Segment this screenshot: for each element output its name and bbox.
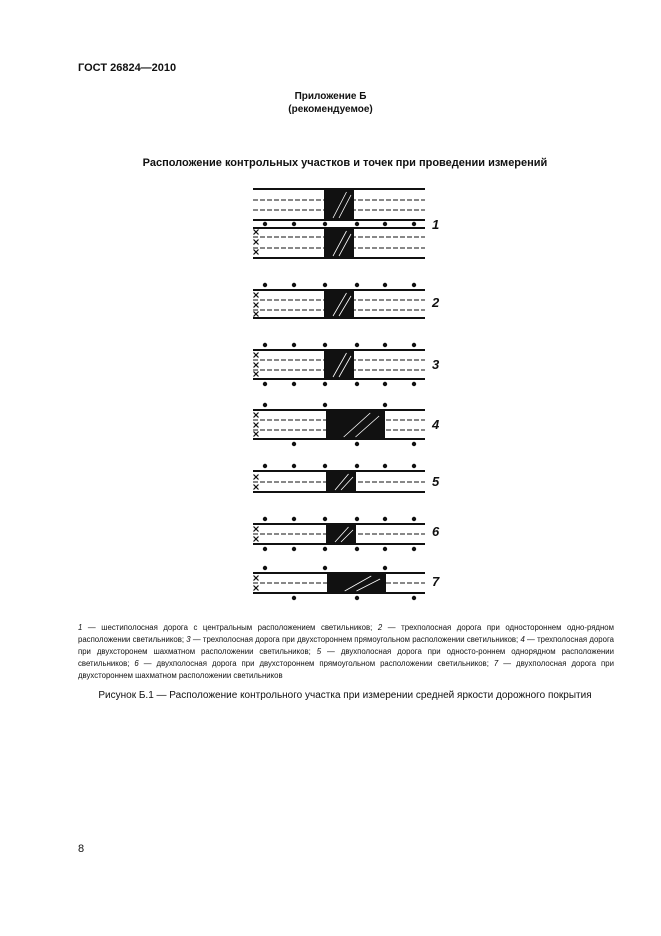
legend-text-4: трехполосная дорога при двухсторонем шахматном расположении светильников: [78, 635, 614, 656]
diagram-4-bottom-luminaire: [412, 442, 416, 446]
diagram-label-7: 7: [432, 574, 440, 589]
diagram-7-control-area: [327, 573, 386, 593]
road-diagrams-figure: [0, 175, 661, 610]
diagram-label-2: 2: [432, 295, 440, 310]
legend-num-2: 2: [377, 623, 383, 632]
page-number: 8: [78, 843, 85, 855]
legend-num-1: 1: [78, 623, 83, 632]
diagram-3-bottom-luminaire: [412, 382, 416, 386]
diagram-1a-control-area: [324, 189, 354, 220]
diagram-5-luminaire: [263, 464, 267, 468]
figure-legend: 1 — шестиполосная дорога с центральным расположением светильников; 2 — трехполосная дорога при одностороннем одно-рядном расположении светильников; 3 — трехполосная дорога при двухстороннем прямоугольном расположении светильников; 4 — трехполосная дорога при двухсторонем шахматном расположении светильников; 5 — двухполосная дорога при односто-роннем однорядном расположении светильников; 6 — двухполосная дорога при двухстороннем прямоугольном расположении светильников; 7 — двухполосная дорога при двухстороннем шахматном расположении светильников: [78, 623, 614, 680]
diagram-3-top-luminaire: [412, 343, 416, 347]
diagram-6-control-area: [326, 524, 356, 544]
document-header: ГОСТ 26824—2010: [78, 62, 177, 74]
diagram-6-bottom-luminaire: [323, 547, 327, 551]
diagram-label-3: 3: [432, 357, 440, 372]
diagram-6-top-luminaire: [412, 517, 416, 521]
legend-text-5: двухполосная дорога при односто-роннем однорядном расположении светильников: [78, 647, 614, 668]
diagram-4-control-area: [326, 410, 385, 439]
diagram-label-5: 5: [432, 474, 440, 489]
diagram-6-bottom-luminaire: [292, 547, 296, 551]
diagram-4-top-luminaire: [383, 403, 387, 407]
diagram-4-bottom-luminaire: [355, 442, 359, 446]
diagram-2-luminaire: [412, 283, 416, 287]
diagram-7-bottom-luminaire: [412, 596, 416, 600]
diagram-4-bottom-luminaire: [292, 442, 296, 446]
diagram-3-top-luminaire: [263, 343, 267, 347]
diagram-3-top-luminaire: [292, 343, 296, 347]
diagram-3-control-area: [324, 350, 354, 379]
diagram-3-bottom-luminaire: [292, 382, 296, 386]
diagram-5-luminaire: [323, 464, 327, 468]
diagram-5-control-area: [326, 471, 356, 492]
diagram-6-bottom-luminaire: [383, 547, 387, 551]
legend-num-3: 3: [186, 635, 191, 644]
legend-text-1: шестиполосная дорога с центральным расположением светильников: [101, 623, 371, 632]
diagram-4-top-luminaire: [323, 403, 327, 407]
diagram-1-luminaire: [355, 222, 359, 226]
diagram-6-bottom-luminaire: [263, 547, 267, 551]
diagram-label-1: 1: [432, 217, 440, 232]
diagram-3-top-luminaire: [323, 343, 327, 347]
annex-title: Приложение Б: [294, 91, 367, 102]
diagram-3-bottom-luminaire: [263, 382, 267, 386]
diagram-1b-control-area: [324, 228, 354, 258]
diagram-5-luminaire: [292, 464, 296, 468]
diagram-7-bottom-luminaire: [355, 596, 359, 600]
diagram-3-bottom-luminaire: [355, 382, 359, 386]
diagram-6-top-luminaire: [323, 517, 327, 521]
diagram-1-luminaire: [263, 222, 267, 226]
diagram-7-top-luminaire: [323, 566, 327, 570]
diagram-label-6: 6: [432, 524, 440, 539]
diagram-6-bottom-luminaire: [412, 547, 416, 551]
diagram-6-top-luminaire: [263, 517, 267, 521]
legend-num-4: 4: [520, 635, 525, 644]
diagram-label-4: 4: [432, 417, 440, 432]
legend-text-7: двухполосная дорога при двухстороннем шахматном расположении светильников: [78, 659, 614, 680]
legend-num-5: 5: [316, 647, 322, 656]
diagram-6-top-luminaire: [383, 517, 387, 521]
diagram-1-luminaire: [292, 222, 296, 226]
diagram-3-top-luminaire: [383, 343, 387, 347]
diagram-3-bottom-luminaire: [383, 382, 387, 386]
legend-num-7: 7: [493, 659, 499, 668]
figure-heading: Расположение контрольных участков и точек при проведении измерений: [142, 157, 548, 169]
legend-num-6: 6: [134, 659, 139, 668]
diagram-6-top-luminaire: [292, 517, 296, 521]
diagram-1-luminaire: [323, 222, 327, 226]
diagram-7-bottom-luminaire: [292, 596, 296, 600]
diagram-7-top-luminaire: [263, 566, 267, 570]
diagram-1-luminaire: [412, 222, 416, 226]
diagram-3-top-luminaire: [355, 343, 359, 347]
diagram-7-top-luminaire: [383, 566, 387, 570]
diagram-2-luminaire: [323, 283, 327, 287]
diagram-6-bottom-luminaire: [355, 547, 359, 551]
diagram-5-luminaire: [355, 464, 359, 468]
diagram-4-top-luminaire: [263, 403, 267, 407]
diagram-2-luminaire: [355, 283, 359, 287]
diagram-2-control-area: [324, 290, 354, 318]
diagram-6-top-luminaire: [355, 517, 359, 521]
diagram-2-luminaire: [263, 283, 267, 287]
diagram-5-luminaire: [412, 464, 416, 468]
legend-text-3: трехполосная дорога при двухстороннем прямоугольном расположении светильников: [202, 635, 517, 644]
annex-status: (рекомендуемое): [288, 104, 373, 115]
figure-caption: Рисунок Б.1 — Расположение контрольного участка при измерении средней яркости дорожного покрытия: [98, 690, 592, 701]
diagram-1-luminaire: [383, 222, 387, 226]
diagram-3-bottom-luminaire: [323, 382, 327, 386]
diagram-2-luminaire: [383, 283, 387, 287]
legend-text-6: двухполосная дорога при двухстороннем прямоугольном расположении светильников: [156, 659, 487, 668]
legend-text-2: трехполосная дорога при одностороннем одно-рядном расположении светильников: [78, 623, 614, 644]
diagram-5-luminaire: [383, 464, 387, 468]
diagram-2-luminaire: [292, 283, 296, 287]
